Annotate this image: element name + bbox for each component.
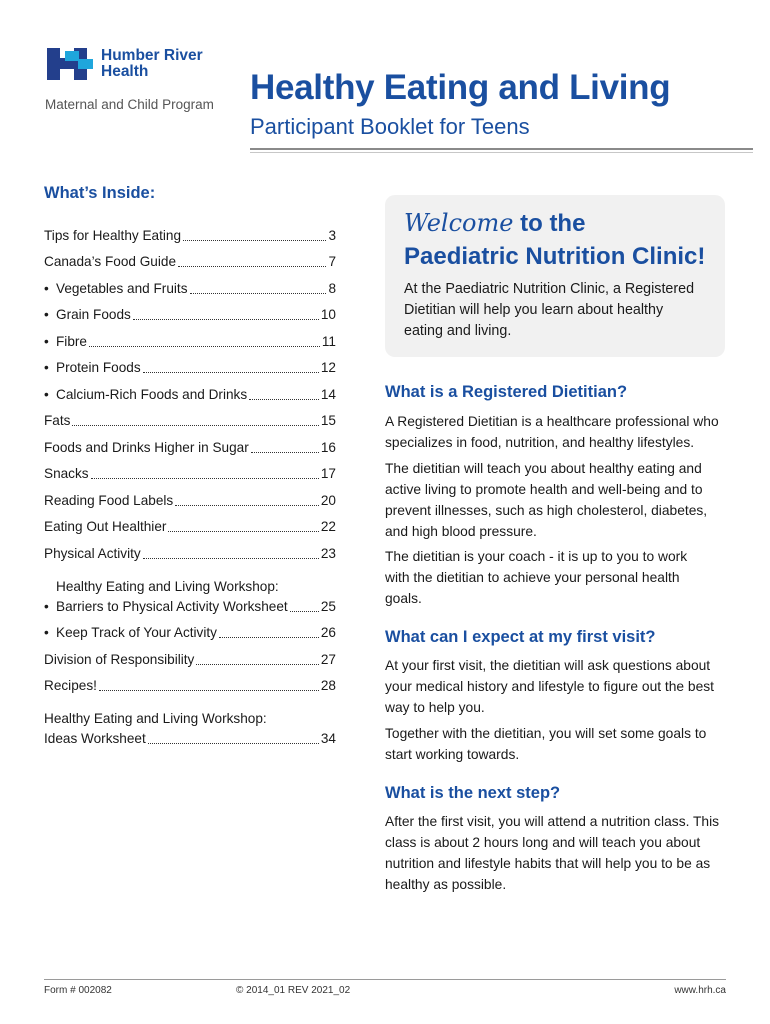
toc-dot-leader bbox=[168, 531, 318, 532]
toc-item bbox=[44, 246, 336, 273]
toc-item bbox=[44, 325, 336, 352]
toc-dot-leader bbox=[148, 743, 319, 744]
welcome-heading-line2: Paediatric Nutrition Clinic! bbox=[404, 243, 706, 270]
first-visit-paragraph-2: Together with the dietitian, you will set some goals to start working towards. bbox=[385, 726, 707, 762]
welcome-box bbox=[385, 195, 725, 357]
toc-dot-leader bbox=[190, 293, 327, 294]
toc-dot-leader bbox=[143, 372, 319, 373]
toc-label: Fats bbox=[44, 413, 71, 428]
toc-entry bbox=[44, 517, 336, 537]
toc-entry bbox=[44, 577, 336, 617]
toc-page-number: 3 bbox=[328, 227, 336, 243]
toc-item bbox=[44, 378, 336, 405]
footer-divider bbox=[44, 979, 726, 980]
toc-label-row bbox=[56, 623, 336, 643]
dietitian-paragraph-2: The dietitian will teach you about healthy eating and active living to promote health and well-being and to prevent illnesses, such as high cholesterol, diabetes, and high blood pressure. bbox=[385, 461, 708, 539]
toc-label: Fibre bbox=[56, 333, 87, 349]
dietitian-paragraph-1: A Registered Dietitian is a healthcare professional who specializes in food, nutrition, and healthy lifestyles. bbox=[385, 414, 719, 450]
toc-page-number: 25 bbox=[320, 598, 336, 614]
toc-page-number: 10 bbox=[320, 307, 336, 322]
toc-item bbox=[44, 511, 336, 538]
toc-dot-leader bbox=[99, 690, 319, 691]
toc-label: Physical Activity bbox=[44, 545, 141, 561]
toc-dot-leader bbox=[72, 425, 318, 426]
toc-label-block bbox=[44, 650, 336, 670]
toc-item bbox=[44, 670, 336, 697]
section-heading-dietitian: What is a Registered Dietitian? bbox=[385, 383, 628, 401]
toc-label-row bbox=[44, 226, 336, 246]
toc-heading: What’s Inside: bbox=[44, 184, 156, 202]
toc-item bbox=[44, 696, 336, 749]
toc-label-row bbox=[44, 729, 336, 749]
welcome-heading-line1 bbox=[404, 209, 585, 238]
toc-item bbox=[44, 431, 336, 458]
toc-label: Eating Out Healthier bbox=[44, 519, 167, 534]
page-title: Healthy Eating and Living bbox=[250, 68, 671, 107]
header-divider-thin bbox=[250, 152, 753, 153]
welcome-body: At the Paediatric Nutrition Clinic, a Registered Dietitian will help you learn about healthy eating and living. bbox=[404, 281, 695, 339]
toc-item bbox=[44, 272, 336, 299]
toc-entry bbox=[44, 252, 336, 272]
toc-label-block bbox=[44, 676, 336, 696]
toc-dot-leader bbox=[133, 319, 319, 320]
toc-entry bbox=[44, 279, 336, 299]
toc-page-number: 28 bbox=[320, 678, 336, 693]
program-name: Maternal and Child Program bbox=[45, 97, 214, 112]
bullet-icon: • bbox=[44, 386, 49, 402]
toc-label: Keep Track of Your Activity bbox=[56, 625, 217, 640]
bullet-icon: • bbox=[44, 598, 49, 614]
toc-page-number: 20 bbox=[320, 492, 336, 508]
toc-label: Tips for Healthy Eating bbox=[44, 227, 182, 243]
toc-dot-leader bbox=[251, 452, 319, 453]
toc-label-row bbox=[44, 252, 336, 272]
toc-label-block bbox=[44, 544, 336, 564]
toc-label: Foods and Drinks Higher in Sugar bbox=[44, 439, 249, 455]
toc-label: Ideas Worksheet bbox=[44, 731, 146, 746]
toc-label-row bbox=[44, 411, 336, 431]
toc-label-row bbox=[56, 305, 336, 325]
section-heading-next-step: What is the next step? bbox=[385, 784, 561, 802]
toc-label-block bbox=[44, 226, 336, 246]
toc-item bbox=[44, 564, 336, 617]
toc-page-number: 15 bbox=[320, 413, 336, 428]
toc-dot-leader bbox=[249, 399, 319, 400]
toc-label-row bbox=[56, 597, 336, 617]
toc-label: Reading Food Labels bbox=[44, 492, 174, 508]
toc-dot-leader bbox=[89, 346, 320, 347]
toc-label: Recipes! bbox=[44, 678, 97, 693]
toc-label-block bbox=[56, 279, 336, 299]
toc-label-block bbox=[56, 623, 336, 643]
toc-page-number: 14 bbox=[320, 386, 336, 402]
toc-label: Barriers to Physical Activity Worksheet bbox=[56, 598, 288, 614]
toc-item bbox=[44, 484, 336, 511]
toc-label-row bbox=[44, 464, 336, 484]
toc-entry bbox=[44, 464, 336, 484]
toc-entry bbox=[44, 491, 336, 511]
toc-page-number: 8 bbox=[328, 280, 336, 296]
logo-line1: Humber River bbox=[101, 47, 203, 64]
toc-label: Vegetables and Fruits bbox=[56, 280, 188, 296]
toc-entry bbox=[44, 438, 336, 458]
toc-label-row bbox=[56, 358, 336, 378]
toc-label-row bbox=[44, 491, 336, 511]
toc-label-row bbox=[56, 332, 336, 352]
section-heading-first-visit: What can I expect at my first visit? bbox=[385, 628, 656, 646]
toc-item bbox=[44, 352, 336, 379]
toc-label-block bbox=[44, 709, 336, 749]
bullet-icon: • bbox=[44, 307, 49, 322]
toc-entry bbox=[44, 411, 336, 431]
toc-label-line1: Healthy Eating and Living Workshop: bbox=[44, 711, 267, 726]
hrh-logo-mark-icon bbox=[47, 48, 93, 80]
bullet-icon: • bbox=[44, 333, 49, 349]
toc-page-number: 12 bbox=[320, 360, 336, 375]
toc-item bbox=[44, 643, 336, 670]
toc-entry bbox=[44, 305, 336, 325]
toc-dot-leader bbox=[290, 611, 319, 612]
toc-label-block bbox=[44, 464, 336, 484]
bullet-icon: • bbox=[44, 280, 49, 296]
toc-dot-leader bbox=[183, 240, 326, 241]
toc-page-number: 7 bbox=[328, 254, 336, 269]
revision-info: © 2014_01 REV 2021_02 bbox=[236, 985, 351, 996]
bullet-icon: • bbox=[44, 625, 49, 640]
toc-page-number: 34 bbox=[320, 731, 336, 746]
toc-label-block bbox=[44, 411, 336, 431]
toc-label-block bbox=[44, 438, 336, 458]
toc-label-block bbox=[56, 577, 336, 617]
toc-dot-leader bbox=[196, 664, 319, 665]
toc-label-block bbox=[44, 517, 336, 537]
website-url: www.hrh.ca bbox=[674, 985, 726, 996]
toc-page-number: 11 bbox=[321, 333, 336, 349]
toc-label-row bbox=[44, 676, 336, 696]
welcome-script-word: Welcome bbox=[404, 209, 514, 237]
toc-label-block bbox=[44, 491, 336, 511]
toc-page-number: 23 bbox=[320, 545, 336, 561]
toc-label-row bbox=[56, 385, 336, 405]
toc-label: Protein Foods bbox=[56, 360, 141, 375]
toc-item bbox=[44, 219, 336, 246]
toc-entry bbox=[44, 623, 336, 643]
toc-item bbox=[44, 405, 336, 432]
toc-entry bbox=[44, 676, 336, 696]
toc-entry bbox=[44, 226, 336, 246]
toc-item bbox=[44, 537, 336, 564]
toc-label-block bbox=[56, 358, 336, 378]
toc-dot-leader bbox=[219, 637, 319, 638]
toc-dot-leader bbox=[178, 266, 326, 267]
first-visit-paragraph-1: At your first visit, the dietitian will ask questions about your medical history and lifestyle to figure out the best way to help you. bbox=[385, 658, 714, 715]
toc-label: Grain Foods bbox=[56, 307, 131, 322]
toc-label-block bbox=[56, 385, 336, 405]
toc-page-number: 17 bbox=[320, 466, 336, 481]
toc-label-row bbox=[44, 544, 336, 564]
toc-label-block bbox=[56, 305, 336, 325]
toc-page-number: 27 bbox=[320, 651, 336, 667]
toc-label: Canada’s Food Guide bbox=[44, 254, 177, 269]
toc-page-number: 22 bbox=[320, 519, 336, 534]
toc-label-row bbox=[44, 650, 336, 670]
toc-item bbox=[44, 458, 336, 485]
toc-label: Snacks bbox=[44, 466, 89, 481]
logo-line2: Health bbox=[101, 63, 149, 80]
toc-page-number: 26 bbox=[320, 625, 336, 640]
page-subtitle: Participant Booklet for Teens bbox=[250, 114, 530, 139]
header-divider bbox=[250, 148, 753, 150]
form-number: Form # 002082 bbox=[44, 985, 112, 996]
toc-label-row bbox=[44, 517, 336, 537]
toc-entry bbox=[44, 332, 336, 352]
logo-wordmark bbox=[101, 48, 203, 80]
toc-item bbox=[44, 617, 336, 644]
next-step-paragraph: After the first visit, you will attend a nutrition class. This class is about 2 hours long and will teach you about nutrition and lifestyle habits that will help you to be as healthy as possible. bbox=[385, 814, 720, 892]
toc-entry bbox=[44, 709, 336, 749]
toc-entry bbox=[44, 385, 336, 405]
welcome-heading-rest: to the bbox=[513, 210, 586, 237]
toc-label: Division of Responsibility bbox=[44, 651, 195, 667]
bullet-icon: • bbox=[44, 360, 49, 375]
toc-entry bbox=[44, 544, 336, 564]
toc-label-block bbox=[44, 252, 336, 272]
table-of-contents bbox=[44, 219, 336, 749]
toc-label-line1: Healthy Eating and Living Workshop: bbox=[56, 578, 279, 594]
toc-dot-leader bbox=[175, 505, 319, 506]
dietitian-paragraph-3: The dietitian is your coach - it is up to you to work with the dietitian to achieve your personal health goals. bbox=[385, 549, 688, 606]
humber-river-health-logo bbox=[47, 48, 217, 84]
toc-dot-leader bbox=[143, 558, 319, 559]
toc-entry bbox=[44, 358, 336, 378]
toc-label-block bbox=[56, 332, 336, 352]
toc-item bbox=[44, 299, 336, 326]
toc-label: Calcium-Rich Foods and Drinks bbox=[56, 386, 248, 402]
toc-dot-leader bbox=[91, 478, 319, 479]
toc-label-row bbox=[44, 438, 336, 458]
toc-page-number: 16 bbox=[320, 439, 336, 455]
toc-entry bbox=[44, 650, 336, 670]
toc-label-row bbox=[56, 279, 336, 299]
